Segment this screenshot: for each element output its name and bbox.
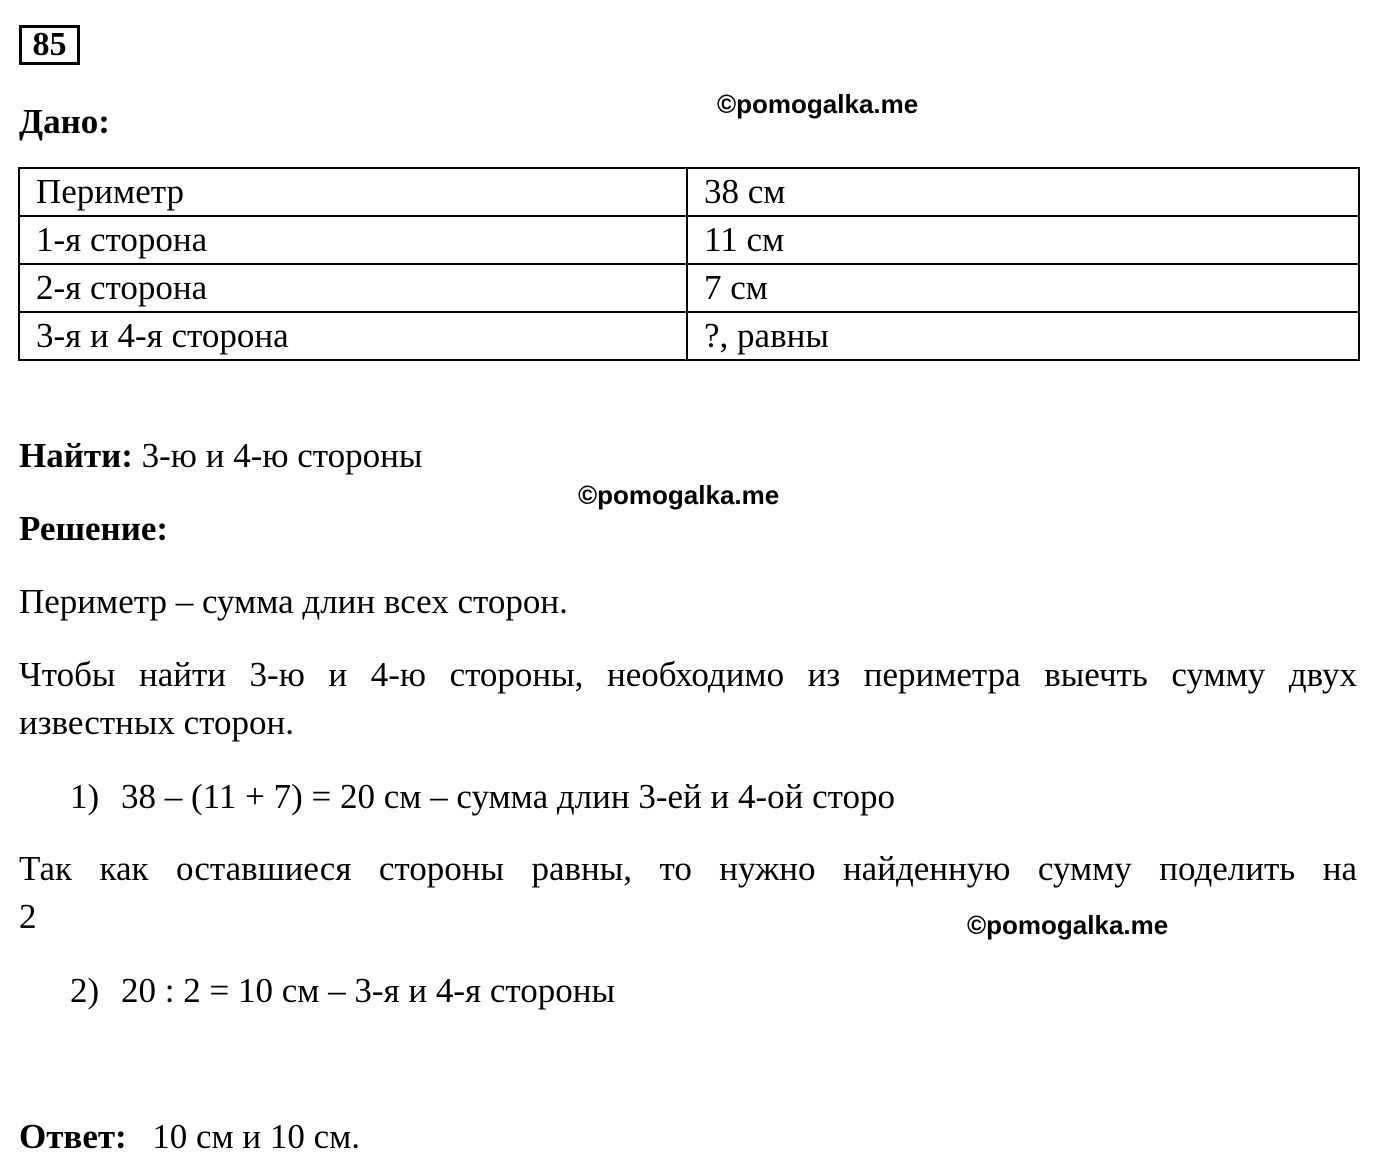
solution-paragraph-2-line-1: Чтобы найти 3-ю и 4-ю стороны, необходимо из периметра выечть сумму двух: [19, 655, 1357, 694]
table-row: [19, 168, 1359, 216]
watermark: ©pomogalka.me: [717, 89, 919, 119]
step-2-number: 2): [70, 971, 100, 1010]
solution-heading: Решение:: [19, 509, 169, 548]
find-heading: Найти:: [19, 436, 133, 475]
row-label: Периметр: [19, 168, 687, 216]
table-row: [19, 264, 1359, 312]
row-value: 11 см: [687, 216, 1359, 264]
row-label: 1-я сторона: [19, 216, 687, 264]
solution-paragraph-1: Периметр – сумма длин всех сторон.: [19, 582, 568, 621]
row-value: 7 см: [687, 264, 1359, 312]
answer-line: [19, 1117, 360, 1157]
find-text: 3-ю и 4-ю стороны: [141, 436, 423, 475]
given-table: [18, 167, 1360, 361]
table-row: [19, 312, 1359, 360]
solution-paragraph-3-line-2: 2: [19, 897, 37, 936]
given-heading: Дано:: [19, 102, 110, 141]
watermark: ©pomogalka.me: [578, 480, 780, 510]
solution-paragraph-3-line-1: Так как оставшиеся стороны равны, то нужно найденную сумму поделить на: [19, 849, 1357, 888]
row-value: 38 см: [687, 168, 1359, 216]
row-label: 2-я сторона: [19, 264, 687, 312]
answer-heading: Ответ:: [19, 1117, 127, 1156]
problem-number: 85: [19, 25, 80, 65]
row-value: ?, равны: [687, 312, 1359, 360]
watermark: ©pomogalka.me: [967, 910, 1169, 940]
find-line: [19, 436, 422, 476]
row-label: 3-я и 4-я сторона: [19, 312, 687, 360]
solution-paragraph-2-line-2: известных сторон.: [19, 703, 294, 742]
step-1-text: 38 – (11 + 7) = 20 см – сумма длин 3-ей и 4-ой сторо: [121, 777, 896, 816]
table-row: [19, 216, 1359, 264]
answer-text: 10 см и 10 см.: [152, 1117, 361, 1156]
step-2-text: 20 : 2 = 10 см – 3-я и 4-я стороны: [121, 971, 615, 1010]
step-1-number: 1): [70, 777, 100, 816]
